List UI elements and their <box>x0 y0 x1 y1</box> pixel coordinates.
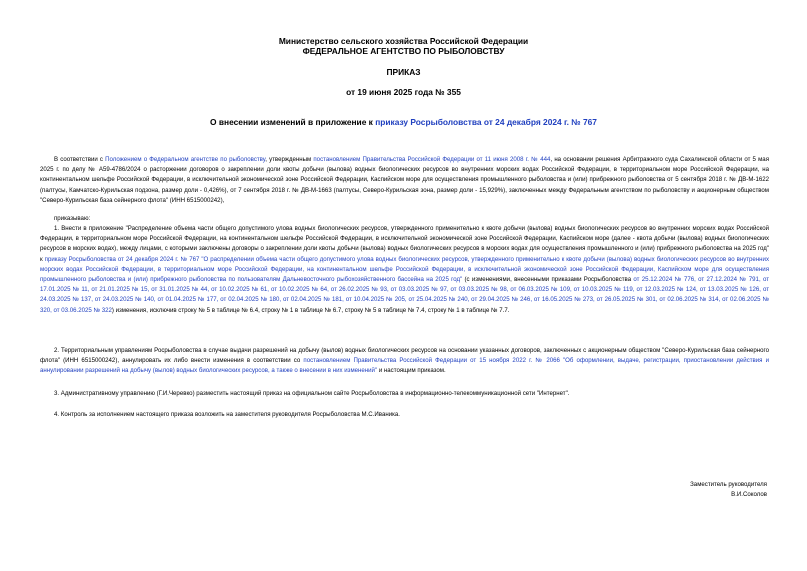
preamble-paragraph <box>40 155 769 206</box>
item-2-text-1: 2. Территориальным управлениям Росрыболовства в случае выдачи разрешений на добычу (вылов) водных биологических ресурсов на основании указанных договоров, заключенных с акционерным обществом "Северо-Курильская база сейнерного флота" (ИНН 6515000242), аннулировать их либо внести изменения в соответствии со <box>40 347 769 365</box>
doc-subject-text: О внесении изменений в приложение к <box>210 117 376 127</box>
preamble-text-3: , на основании решения Арбитражного суда Сахалинской области от 5 мая 2025 г. по делу № А59-4786/2024 о расторжении договоров о закреплении доли квоты добычи (вылова) водных биологических ресурсов во внутренних морских водах Российской Федерации, в территориальном море Российской Федерации, на континентальном шельфе Российской Федерации, в исключительной экономической зоне Российской Федерации, Каспийском море для осуществления промышленного рыболовства и (или) прибрежного рыболовства от 5 сентября 2018 г. № ДВ-М-1622 (палтусы, Камчатско-Курильская подзона, размер доли - 0,426%), от 7 сентября 2018 г. № ДВ-М-1663 (палтусы, Северо-Курильская зона, размер доли - 15,929%), заключенных между Федеральным агентством по рыболовству и акционерным обществом "Северо-Курильская база сейнерного флота" (ИНН 6515000242), <box>40 156 769 204</box>
order-word: приказываю: <box>54 215 91 222</box>
agency-title: ФЕДЕРАЛЬНОЕ АГЕНТСТВО ПО РЫБОЛОВСТВУ <box>302 46 505 56</box>
doc-type: ПРИКАЗ <box>386 67 421 77</box>
order-767-link[interactable]: приказу Росрыболовства от 24 декабря 2024 г. № 767 "О распределении объема части общего допустимого улова водных биологических ресурсов, утвержденного применительно к квоте добычи (вылова) водных биологических ресурсов во внутренних морских водах Российской Федерации, в территориальном море Российской Федерации, на континентальном шельфе Российской Федерации, в исключительной экономической зоне Российской Федерации, Каспийском море для осуществления промышленного рыболовства и (или) прибрежного рыболовства по пользователям Дальневосточного рыбохозяйственного бассейна на 2025 год" <box>40 255 769 284</box>
item-1-text-3: ) изменения, исключив строку № 5 в таблице № 6.4, строку № 1 в таблице № 6.7, строку № 5 в таблице № 7.4, строку № 1 в таблице № 7.7. <box>111 306 510 314</box>
item-1-text-1: 1. Внести в приложение "Распределение объема части общего допустимого улова водных биологических ресурсов, утвержденного применительно к квоте добычи (вылова) водных биологических ресурсов во внутренних морских водах Российской Федерации, в территориальном море Российской Федерации, на континентальном шельфе Российской Федерации, в исключительной экономической зоне Российской Федерации, Каспийском море (далее - квота добычи (вылова) водных биологических ресурсов в морских водах), между лицами, с которыми заключены договоры о закреплении доли квоты добычи (вылова) водных биологических ресурсов в морских водах для осуществления промышленного и (или) прибрежного рыболовства на 2025 год" к <box>40 225 769 263</box>
doc-subject <box>0 117 807 127</box>
amending-orders-link[interactable]: от 25.12.2024 № 776, от 27.12.2024 № 791, от 17.01.2025 № 11, от 21.01.2025 № 15, от 31.01.2025 № 44, от 10.02.2025 № 61, от 10.02.2025 № 64, от 26.02.2025 № 93, от 03.03.2025 № 97, от 03.03.2025 № 98, от 06.03.2025 № 109, от 10.03.2025 № 119, от 12.03.2025 № 124, от 13.03.2025 № 126, от 24.03.2025 № 137, от 24.03.2025 № 140, от 01.04.2025 № 177, от 02.04.2025 № 180, от 02.04.2025 № 181, от 10.04.2025 № 205, от 25.04.2025 № 240, от 29.04.2025 № 246, от 16.05.2025 № 273, от 26.05.2025 № 301, от 02.06.2025 № 314, от 02.06.2025 № 320, от 03.06.2025 № 322 <box>40 276 769 314</box>
preamble-text-2: , утвержденным <box>265 156 314 163</box>
item-3-paragraph: 3. Административному управлению (Г.И.Черевко) разместить настоящий приказ на официальном сайте Росрыболовства в информационно-телекоммуникационной сети "Интернет". <box>54 390 570 397</box>
item-1-paragraph <box>40 224 769 316</box>
item-2-paragraph <box>40 346 769 377</box>
signature-name: В.И.Соколов <box>731 491 767 498</box>
signature-title: Заместитель руководителя <box>690 481 767 488</box>
regulation-link[interactable]: Положением о Федеральном агентстве по рыболовству <box>105 156 266 163</box>
ministry-title: Министерство сельского хозяйства Российской Федерации <box>278 36 529 46</box>
item-2-text-2: и настоящим приказом. <box>377 367 446 375</box>
decree-2066-link[interactable]: постановлением Правительства Российской Федерации от 15 ноября 2022 г. № 2066 "Об оформлении, выдаче, регистрации, приостановлении действия и аннулировании разрешений на добычу (вылов) водных биологических ресурсов, а также о внесении в них изменений" <box>40 357 769 375</box>
doc-subject-link[interactable]: приказу Росрыболовства от 24 декабря 2024 г. № 767 <box>375 117 597 127</box>
item-4-paragraph: 4. Контроль за исполнением настоящего приказа возложить на заместителя руководителя Росрыболовства М.С.Иваника. <box>54 411 400 418</box>
doc-date-number: от 19 июня 2025 года № 355 <box>346 87 461 97</box>
government-decree-link[interactable]: постановлением Правительства Российской Федерации от 11 июня 2008 г. № 444 <box>313 156 551 163</box>
preamble-text-1: В соответствии с <box>54 156 106 163</box>
item-1-text-2: (с изменениями, внесенными приказами Росрыболовства <box>462 276 634 284</box>
